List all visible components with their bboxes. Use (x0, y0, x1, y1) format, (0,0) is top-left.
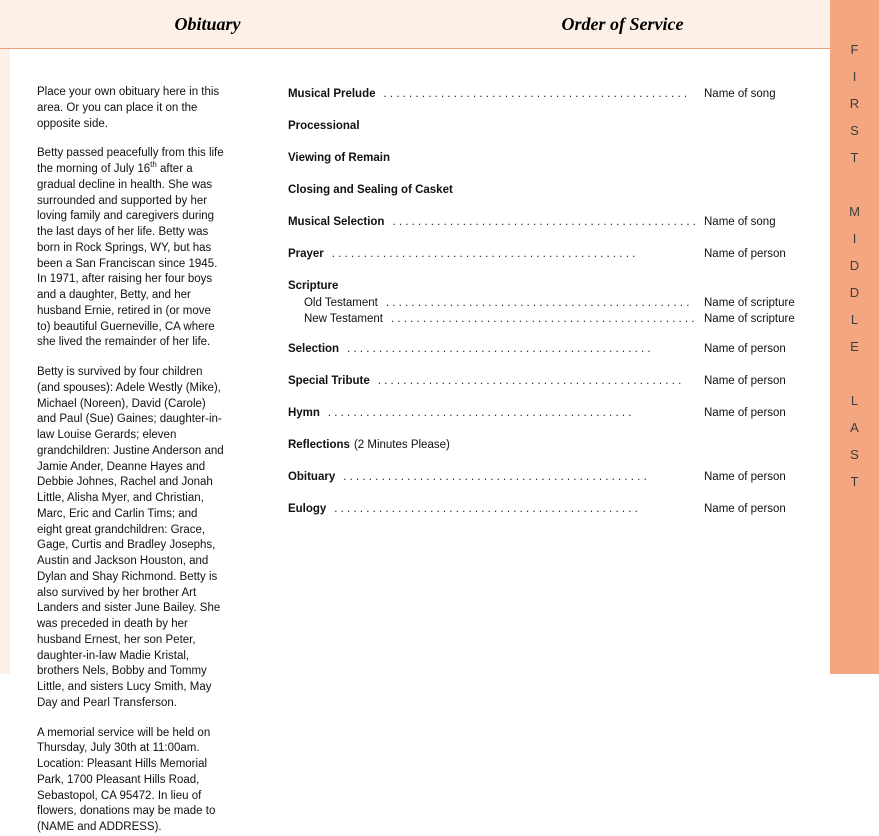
service-label: Special Tribute (287, 375, 370, 387)
service-row-reflections (288, 438, 806, 452)
service-label: Viewing of Remain (287, 152, 390, 164)
service-label: Prayer (287, 248, 324, 260)
service-row-viewing (288, 151, 806, 165)
service-label: Obituary (287, 471, 336, 483)
order-of-service-column (224, 49, 830, 674)
leader-dots: . . . . . . . . . . . . . . . . . . . . . . . . . . . . . . . . . . . . . . . . . . . . . . . . (343, 471, 647, 483)
service-row-selection (288, 342, 806, 356)
service-label: Hymn (287, 407, 320, 419)
leader-dots: . . . . . . . . . . . . . . . . . . . . . . . . . . . . . . . . . . . . . . . . . . . . . . . . (383, 88, 688, 100)
service-row-special-tribute (288, 374, 806, 388)
obituary-paragraph-2-text: Betty passed peacefully from this life the morning of July 16 (37, 147, 224, 175)
service-label: Eulogy (287, 503, 327, 515)
service-value: Name of person (704, 248, 786, 260)
service-label: Reflections (287, 439, 350, 451)
leader-dots: . . . . . . . . . . . . . . . . . . . . . . . . . . . . . . . . . . . . . . . . . . . . . . . . (331, 248, 636, 260)
obituary-column (10, 49, 224, 833)
obituary-paragraph-2 (37, 146, 224, 351)
service-row-musical-prelude (288, 87, 806, 101)
leader-dots: . . . . . . . . . . . . . . . . . . . . . . . . . . . . . . . . . . . . . . . . . . . . . . . . (377, 375, 682, 387)
service-label: Musical Selection (287, 216, 385, 228)
service-value: Name of person (704, 375, 786, 387)
service-label: New Testament (303, 313, 383, 325)
service-label-suffix: (2 Minutes Please) (353, 439, 450, 451)
service-value: Name of song (704, 88, 776, 100)
service-label: Selection (287, 343, 340, 355)
service-value: Name of person (704, 343, 786, 355)
ordinal-superscript: th (150, 160, 157, 170)
service-row-eulogy (288, 502, 806, 516)
obituary-title: Obituary (174, 13, 241, 34)
obituary-paragraph-3: Betty is survived by four children (and spouses): Adele Westly (Mike), Michael (Noreen), David (Carole) and Paul (Sue) Gaines; daughter-in-law Louise Gerards; eleven grandchildren: Justine Anderson and Jamie Ander, Deanne Hayes and Debbie Johnes, Rachel and Jonah Little, Alisha Myer, and Christian, Marc, Eric and Carlin Tims; and eight great grandchildren: Grace, Gage, Curtis and Bradley Josephs, Austin and Jackson Houston, and Dylan and Shay Richmond. Betty is also survived by her brother Art Landers and sister June Bailey. She was preceded in death by her husband Ernest, her son Peter, daughter-in-law Madie Kristal, brothers Nels, Bobby and Tommy Little, and sisters Lucy Smith, May Day and Pearl Transferson. (37, 366, 224, 709)
service-subrow-new-testament (288, 312, 806, 326)
side-tab (830, 0, 879, 674)
service-row-closing (288, 183, 806, 197)
leader-dots: . . . . . . . . . . . . . . . . . . . . . . . . . . . . . . . . . . . . . . . . . . . . . . . . (385, 297, 690, 309)
obituary-paragraph-4: A memorial service will be held on Thursday, July 30th at 11:00am. Location: Pleasant Hills Memorial Park, 1700 Pleasant Hills Road, Sebastopol, CA 95472. In lieu of flowers, donations may be made to (NAME and ADDRESS). (37, 726, 216, 833)
service-value: Name of person (704, 407, 786, 419)
leader-dots: . . . . . . . . . . . . . . . . . . . . . . . . . . . . . . . . . . . . . . . . . . . . . . . . (334, 503, 638, 515)
service-subrow-old-testament (288, 296, 806, 310)
service-label: Processional (287, 120, 360, 132)
service-value: Name of scripture (704, 313, 795, 325)
service-row-hymn (288, 406, 806, 420)
service-label: Scripture (287, 280, 339, 292)
obituary-paragraph-2-continuation: after a gradual decline in health. She was surrounded and supported by her loving family and caregivers during the last days of her life. Betty was born in Rock Springs, WY, but has been a San Franciscan since 1945. In 1971, after raising her four boys and a daughter, Betty, and her husband Ernie, retired in (or move to) beautiful Guerneville, CA where she lived the remainder of her life. (37, 163, 218, 349)
side-tab-text: F I R S T M I D D L E L A S T (849, 42, 860, 489)
service-row-processional (288, 119, 806, 133)
service-row-prayer (288, 247, 806, 261)
service-label: Closing and Sealing of Casket (287, 184, 453, 196)
service-value: Name of person (704, 471, 786, 483)
service-row-scripture (288, 279, 806, 293)
service-row-musical-selection (288, 215, 806, 229)
obituary-paragraph-1: Place your own obituary here in this area. Or you can place it on the opposite side. (37, 86, 220, 130)
service-value: Name of person (704, 503, 786, 515)
leader-dots: . . . . . . . . . . . . . . . . . . . . . . . . . . . . . . . . . . . . . . . . . . . . . . . . (392, 216, 696, 228)
service-value: Name of scripture (704, 297, 795, 309)
leader-dots: . . . . . . . . . . . . . . . . . . . . . . . . . . . . . . . . . . . . . . . . . . . . . . . . (327, 407, 632, 419)
service-row-obituary (288, 470, 806, 484)
service-label: Old Testament (303, 297, 378, 309)
header (0, 0, 830, 49)
content-area (10, 49, 830, 833)
header-right-half (415, 0, 830, 48)
leader-dots: . . . . . . . . . . . . . . . . . . . . . . . . . . . . . . . . . . . . . . . . . . . . . . . . (390, 313, 695, 325)
service-value: Name of song (704, 216, 776, 228)
service-label: Musical Prelude (287, 88, 376, 100)
header-left-half (0, 0, 415, 48)
order-of-service-title: Order of Service (561, 13, 684, 34)
leader-dots: . . . . . . . . . . . . . . . . . . . . . . . . . . . . . . . . . . . . . . . . . . . . . . . . (347, 343, 651, 355)
